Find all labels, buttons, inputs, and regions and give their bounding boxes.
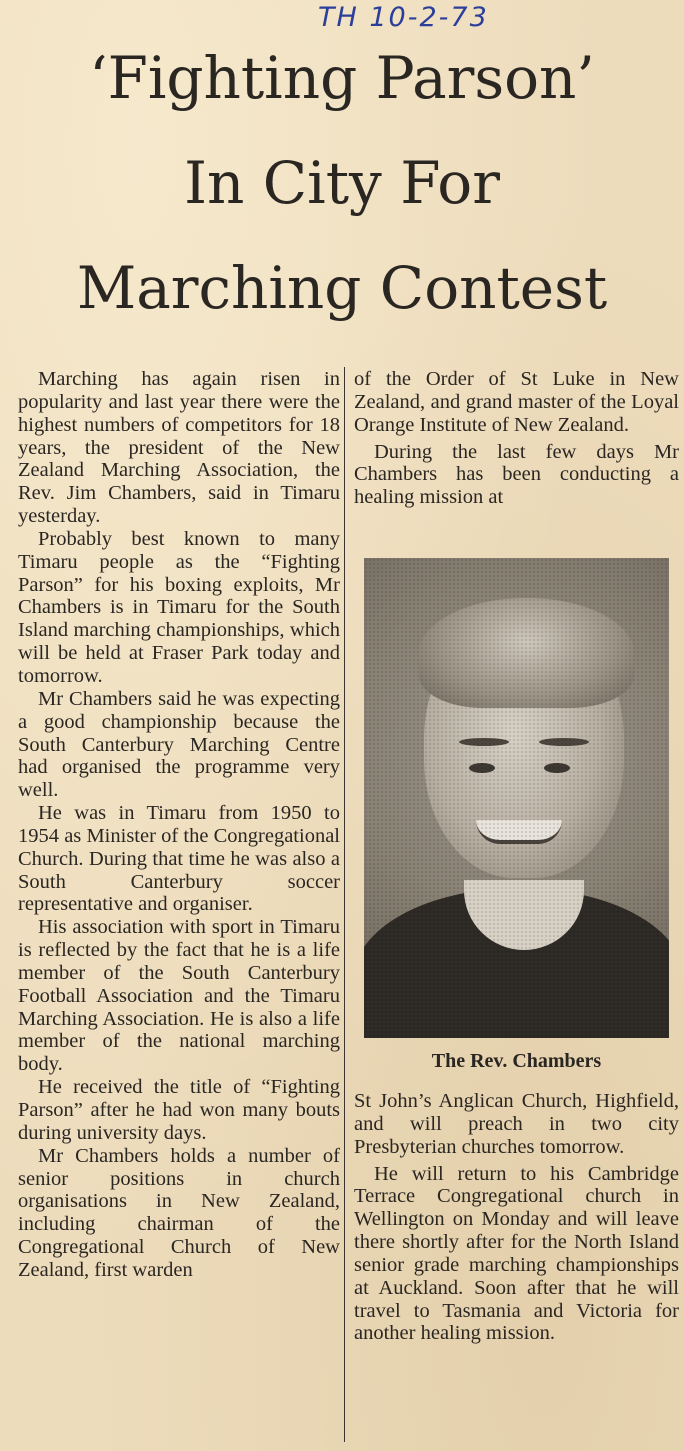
paragraph: Probably best known to many Timaru people as the “Fighting Parson” for his boxing exploits, Mr Chambers is in Timaru for the South Island marching championships, which will be held at Fraser Park today and tomorrow. bbox=[18, 527, 340, 687]
paragraph: Mr Chambers said he was expecting a good championship because the South Canterbury Marching Centre had organised the programme very well. bbox=[18, 687, 340, 802]
paragraph: St John’s Anglican Church, Highfield, and will preach in two city Presbyterian churches tomorrow. bbox=[354, 1090, 679, 1158]
paragraph: His association with sport in Timaru is reflected by the fact that he is a life member of the South Canterbury Football Association and the Timaru Marching Association. He is also a life member of the national marching body. bbox=[18, 916, 340, 1076]
column-divider bbox=[344, 367, 345, 1442]
article-column-right-bottom bbox=[354, 1090, 679, 1345]
paragraph: He was in Timaru from 1950 to 1954 as Minister of the Congregational Church. During that time he was also a South Canterbury soccer representative and organiser. bbox=[18, 802, 340, 916]
portrait-photo bbox=[364, 558, 669, 1038]
headline bbox=[0, 26, 684, 341]
headline-line-1: ‘Fighting Parson’ bbox=[89, 44, 595, 112]
headline-line-3: Marching Contest bbox=[76, 254, 608, 322]
paragraph: He received the title of “Fighting Parson” after he had won many bouts during university days. bbox=[18, 1076, 340, 1144]
article-column-left bbox=[18, 368, 340, 1282]
paragraph: During the last few days Mr Chambers has been conducting a healing mission at bbox=[354, 440, 679, 509]
paragraph: of the Order of St Luke in New Zealand, and grand master of the Loyal Orange Institute of New Zealand. bbox=[354, 368, 679, 436]
handwritten-date-note: TH 10-2-73 bbox=[318, 2, 489, 33]
headline-line-2: In City For bbox=[184, 149, 500, 217]
photo-caption: The Rev. Chambers bbox=[431, 1050, 602, 1072]
paragraph: He will return to his Cambridge Terrace Congregational church in Wellington on Monday and will leave there shortly after for the North Island senior grade marching championships at Auckland. Soon after that he will travel to Tasmania and Victoria for another healing mission. bbox=[354, 1162, 679, 1345]
article-column-right-top bbox=[354, 368, 679, 509]
paragraph: Mr Chambers holds a number of senior positions in church organisations in New Zealand, including chairman of the Congregational Church of New Zealand, first warden bbox=[18, 1144, 340, 1281]
paragraph: Marching has again risen in popularity and last year there were the highest numbers of competitors for 18 years, the president of the New Zealand Marching Association, the Rev. Jim Chambers, said in Timaru yesterday. bbox=[18, 368, 340, 528]
